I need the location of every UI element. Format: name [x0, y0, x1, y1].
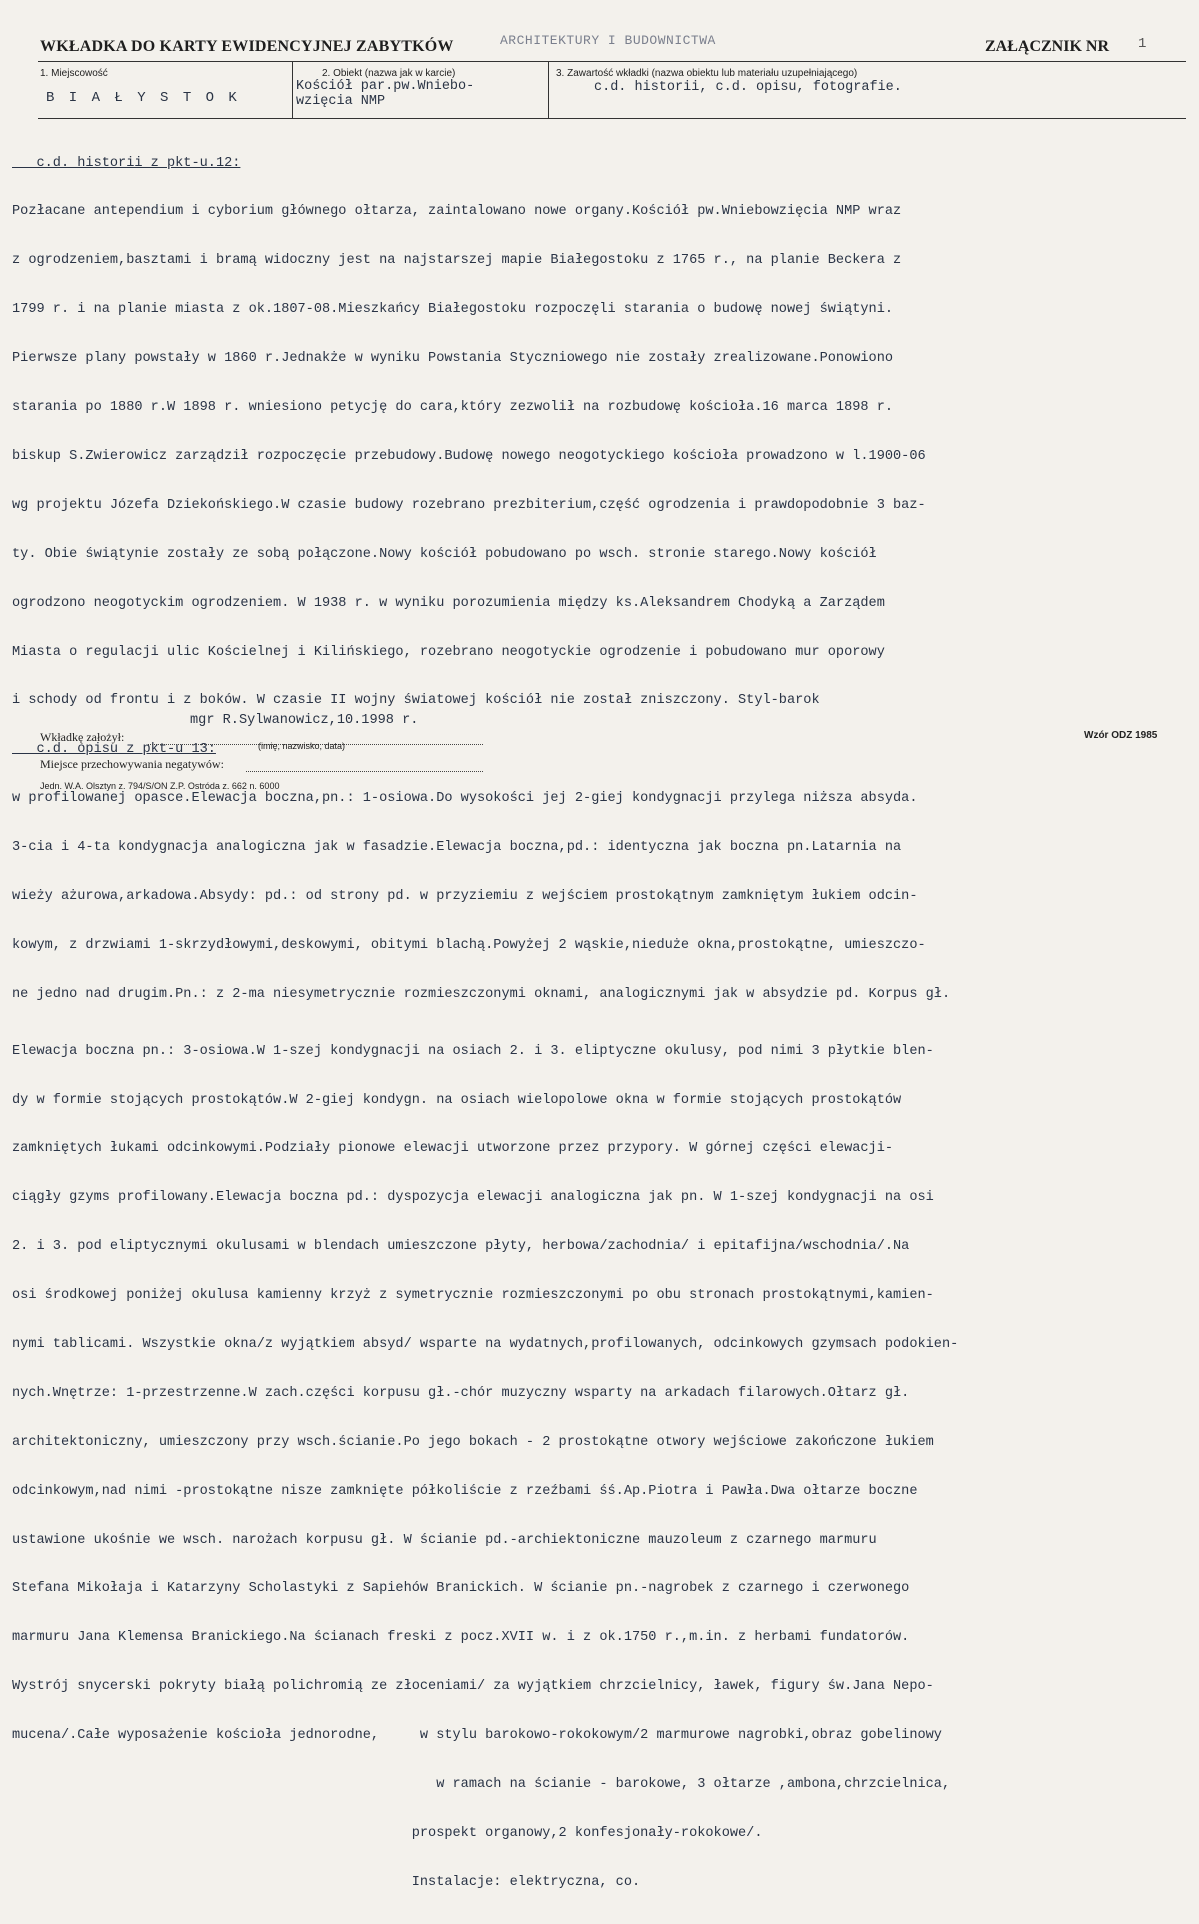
- body-line: ciągły gzyms profilowany.Elewacja boczna pd.: dyspozycja elewacji analogiczna jak pn. W 1-szej kondygnacji na osi: [12, 1190, 934, 1206]
- header-rule-top: [38, 61, 1186, 62]
- body-line: nych.Wnętrze: 1-przestrzenne.W zach.części korpusu gł.-chór muzyczny wsparty na arkadach filarowych.Ołtarz gł.: [12, 1385, 910, 1401]
- form-title: WKŁADKA DO KARTY EWIDENCYJNEJ ZABYTKÓW: [40, 38, 454, 55]
- body-line: ne jedno nad drugim.Pn.: z 2-ma niesymetrycznie rozmieszczonymi oknami, analogicznymi jak w absydzie pd. Korpus gł.: [12, 986, 951, 1002]
- print-info: Jedn. W.A. Olsztyn z. 794/S/ON Z.P. Ostróda z. 662 n. 6000: [40, 781, 280, 791]
- field-2-value-line-2: wzięcia NMP: [296, 94, 386, 109]
- annex-number: 1: [1138, 36, 1147, 52]
- field-1-label: 1. Miejscowość: [40, 68, 108, 79]
- header-rule-bottom: [38, 118, 1186, 119]
- body-line: 3-cia i 4-ta kondygnacja analogiczna jak w fasadzie.Elewacja boczna,pd.: identyczna jak boczna pn.Latarnia na: [12, 840, 902, 856]
- body-line: w profilowanej opasce.Elewacja boczna,pn.: 1-osiowa.Do wysokości jej 2-giej kondygnacji przylega niższa absyda.: [12, 791, 918, 807]
- body-line: ustawione ukośnie we wsch. narożach korpusu gł. W ścianie pd.-archiektoniczne mauzoleum z czarnego marmuru: [12, 1532, 877, 1548]
- model-label: Wzór ODZ 1985: [1084, 730, 1158, 741]
- body-line: Pozłacane antependium i cyborium głównego ołtarza, zaintalowano nowe organy.Kościół pw.Wniebowzięcia NMP wraz: [12, 204, 902, 220]
- body-line: z ogrodzeniem,basztami i bramą widoczny jest na najstarszej mapie Białegostoku z 1765 r., na planie Beckera z: [12, 253, 902, 269]
- body-line: Stefana Mikołaja i Katarzyny Scholastyki z Sapiehów Branickich. W ścianie pn.-nagrobek z czarnego i czerwonego: [12, 1581, 910, 1597]
- body-line: zamkniętych łukami odcinkowymi.Podziały pionowe elewacji utworzone przez przypory. W górnej części elewacji-: [12, 1141, 894, 1157]
- field-2-value-line-1: Kościół par.pw.Wniebo-: [296, 79, 475, 94]
- body-line: mucena/.Całe wyposażenie kościoła jednorodne, w stylu barokowo-rokokowym/2 marmurowe nagrobki,obraz gobelinowy: [12, 1728, 942, 1744]
- body-line: kowym, z drzwiami 1-skrzydłowymi,deskowymi, obitymi blachą.Powyżej 2 wąskie,nieduże okna,prostokątne, umieszczo-: [12, 937, 926, 953]
- body-line: 2. i 3. pod eliptycznymi okulusami w blendach umieszczone płyty, herbowa/zachodnia/ i epitafijna/wschodnia/.Na: [12, 1239, 910, 1255]
- field-divider-2: [548, 61, 549, 118]
- body-line: Pierwsze plany powstały w 1860 r.Jednakże w wyniku Powstania Styczniowego nie zostały zrealizowane.Ponowiono: [12, 351, 894, 367]
- section-heading-history: c.d. historii z pkt-u.12:: [12, 155, 241, 171]
- typed-body: [12, 123, 1197, 1924]
- body-line: odcinkowym,nad nimi -prostokątne nisze zamknięte półkoliście z rzeźbami śś.Ap.Piotra i Pawła.Dwa ołtarze boczne: [12, 1483, 918, 1499]
- negatives-label: Miejsce przechowywania negatywów:: [40, 757, 224, 771]
- body-line: dy w formie stojących prostokątów.W 2-giej kondygn. na osiach wielopolowe okna w formie stojących prostokątów: [12, 1092, 902, 1108]
- body-line: 1799 r. i na planie miasta z ok.1807-08.Mieszkańcy Białegostoku rozpoczęli starania o budowę nowej świątyni.: [12, 302, 894, 318]
- body-line: osi środkowej poniżej okulusa kamienny krzyż z symetrycznie rozmieszczonymi po obu stronach prostokątnymi,kamien-: [12, 1288, 934, 1304]
- author-hint: (imię, nazwisko, data): [258, 741, 346, 751]
- body-line-installations: Instalacje: elektryczna, co.: [12, 1874, 641, 1890]
- body-line: Wystrój snycerski pokryty białą polichromią ze złoceniami/ za wyjątkiem chrzcielnicy, ławek, figury św.Jana Nepo-: [12, 1679, 934, 1695]
- author-value: mgr R.Sylwanowicz,10.1998 r.: [190, 713, 419, 728]
- field-3-value: c.d. historii, c.d. opisu, fotografie.: [594, 80, 902, 95]
- body-line: wieży ażurowa,arkadowa.Absydy: pd.: od strony pd. w przyziemiu z wejściem prostokątnym zamkniętym łukiem odcin-: [12, 888, 918, 904]
- section-heading-description: c.d. opisu z pkt-u 13:: [12, 742, 216, 758]
- body-line: prospekt organowy,2 konfesjonały-rokokowe/.: [12, 1825, 763, 1841]
- field-2-label: 2. Obiekt (nazwa jak w karcie): [322, 68, 456, 79]
- annex-label: ZAŁĄCZNIK NR: [985, 38, 1110, 55]
- field-1-value: B I A Ł Y S T O K: [46, 90, 240, 106]
- negatives-dotted-line: [246, 771, 483, 772]
- body-line-style: i schody od frontu i z boków. W czasie II wojny światowej kościół nie został zniszczony. Styl-barok: [12, 693, 820, 709]
- field-3-label: 3. Zawartość wkładki (nazwa obiektu lub materiału uzupełniającego): [556, 68, 858, 79]
- body-line: ogrodzono neogotyckim ogrodzeniem. W 1938 r. w wyniku porozumienia między ks.Aleksandrem Chodyką a Zarządem: [12, 595, 885, 611]
- body-line: ty. Obie świątynie zostały ze sobą połączone.Nowy kościół pobudowano po wsch. stronie starego.Nowy kościół: [12, 546, 877, 562]
- body-line: marmuru Jana Klemensa Branickiego.Na ścianach freski z pocz.XVII w. i z ok.1750 r.,m.in. z herbami fundatorów.: [12, 1630, 910, 1646]
- field-divider-1: [292, 61, 293, 118]
- body-line: nymi tablicami. Wszystkie okna/z wyjątkiem absyd/ wsparte na wydatnych,profilowanych, odcinkowych gzymsach podokien-: [12, 1336, 959, 1352]
- body-line: wg projektu Józefa Dziekońskiego.W czasie budowy rozebrano prezbiterium,część ogrodzenia i prawdopodobnie 3 baz-: [12, 497, 926, 513]
- body-line: Miasta o regulacji ulic Kościelnej i Kilińskiego, rozebrano neogotyckie ogrodzenie i pobudowano mur oporowy: [12, 644, 885, 660]
- form-title-typed: ARCHITEKTURY I BUDOWNICTWA: [500, 33, 716, 48]
- body-line: architektoniczny, umieszczony przy wsch.ścianie.Po jego bokach - 2 prostokątne otwory wejściowe zakończone łukiem: [12, 1434, 934, 1450]
- body-line: starania po 1880 r.W 1898 r. wniesiono petycję do cara,który zezwolił na rozbudowę kościoła.16 marca 1898 r.: [12, 400, 894, 416]
- body-line: biskup S.Zwierowicz zarządził rozpoczęcie przebudowy.Budowę nowego neogotyckiego kościoła prowadzono w l.1900-06: [12, 448, 926, 464]
- body-line: w ramach na ścianie - barokowe, 3 ołtarze ,ambona,chrzcielnica,: [12, 1776, 951, 1792]
- body-line: Elewacja boczna pn.: 3-osiowa.W 1-szej kondygnacji na osiach 2. i 3. eliptyczne okulusy, pod nimi 3 płytkie blen-: [12, 1043, 934, 1059]
- author-label: Wkładkę założył:: [40, 730, 125, 744]
